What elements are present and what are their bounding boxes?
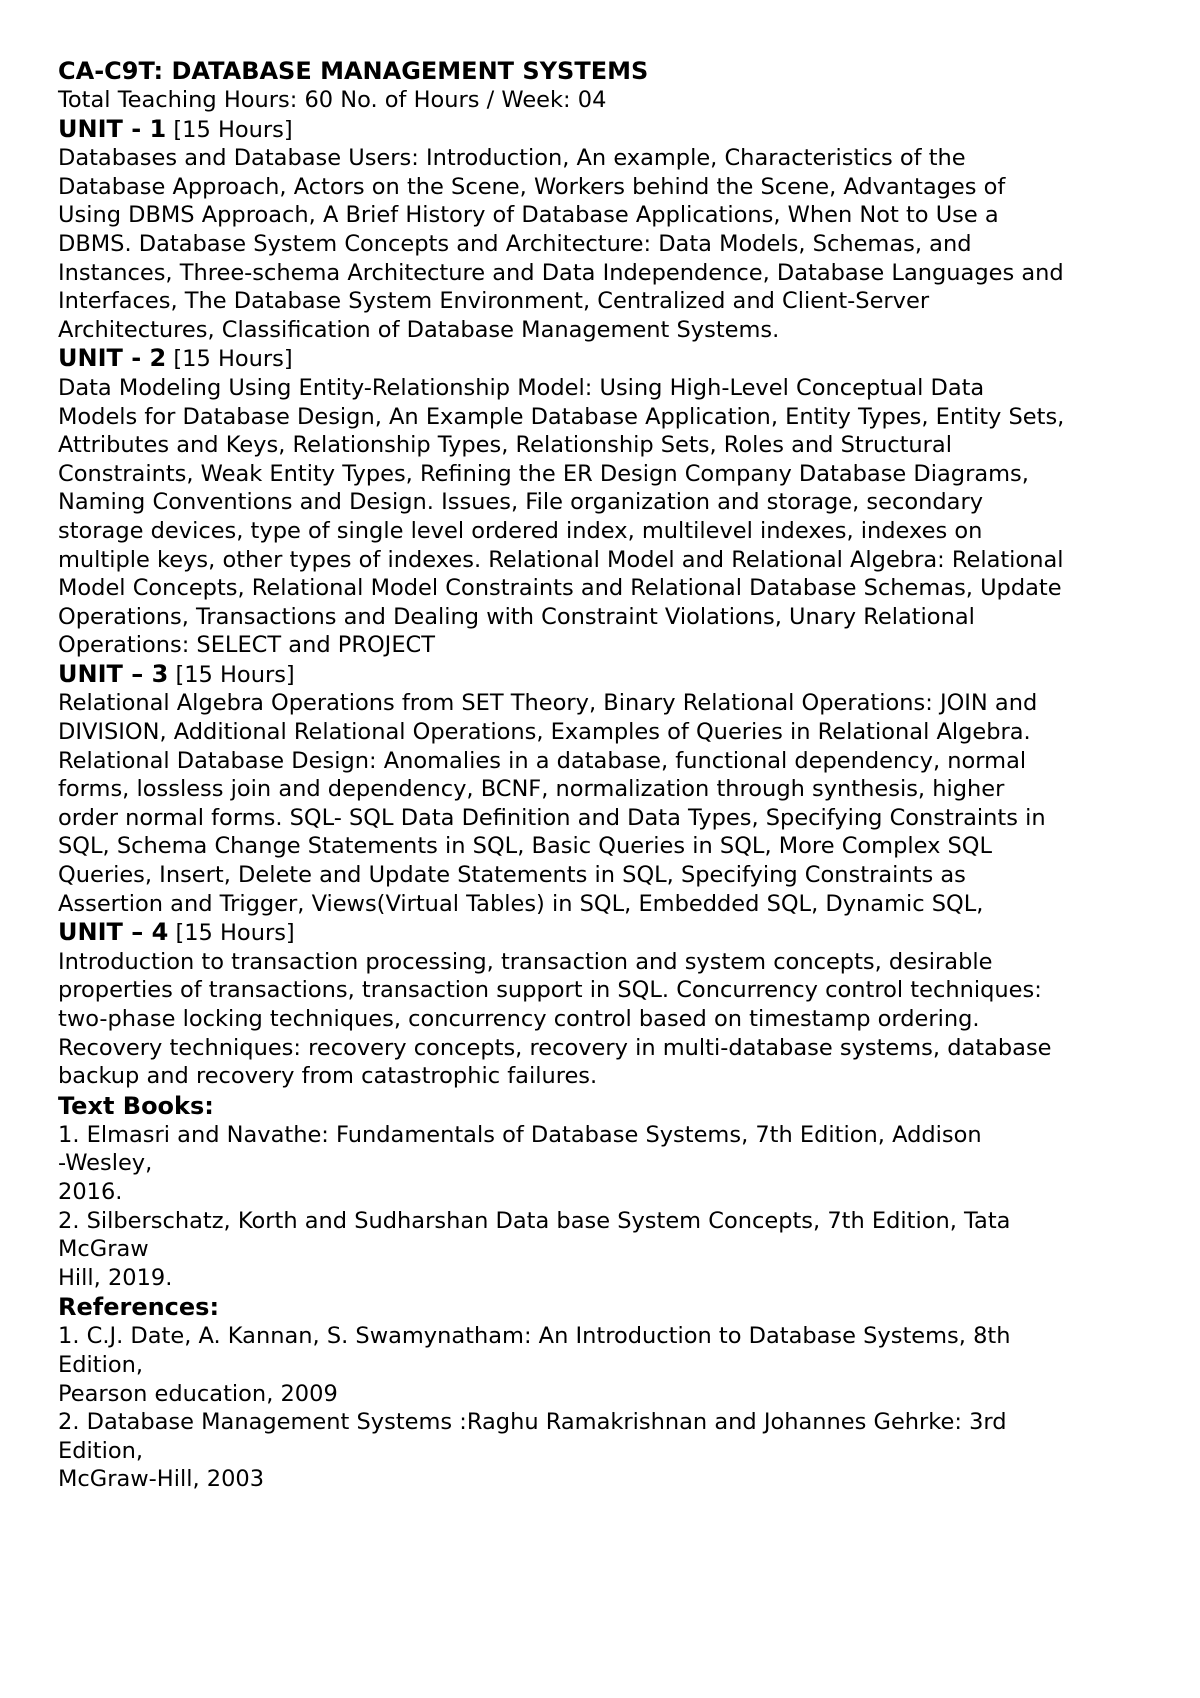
- unit-4-line: properties of transactions, transaction support in SQL. Concurrency control techniques:: [58, 977, 1042, 1004]
- unit-3-line: Relational Algebra Operations from SET Theory, Binary Relational Operations: JOIN and: [58, 690, 1038, 717]
- text-books-heading: Text Books:: [58, 1091, 214, 1120]
- teaching-hours: Total Teaching Hours: 60 No. of Hours / Week: 04: [58, 87, 607, 113]
- unit-3-line: DIVISION, Additional Relational Operations, Examples of Queries in Relational Algebra.: [58, 719, 1031, 746]
- unit-1-label: UNIT - 1: [58, 114, 167, 143]
- unit-2-line: Operations, Transactions and Dealing with Constraint Violations, Unary Relational: [58, 603, 975, 630]
- unit-4-section: [58, 918, 1168, 1091]
- unit-4-line: two-phase locking techniques, concurrency control based on timestamp ordering.: [58, 1006, 980, 1032]
- text-book-line: -Wesley,: [58, 1150, 153, 1177]
- unit-1-line: DBMS. Database System Concepts and Architecture: Data Models, Schemas, and: [58, 230, 972, 257]
- text-book-line: 2. Silberschatz, Korth and Sudharshan Data base System Concepts, 7th Edition, Tata: [58, 1207, 1011, 1234]
- unit-2-line: Data Modeling Using Entity-Relationship Model: Using High-Level Conceptual Data: [58, 374, 985, 401]
- unit-3-hours: [15 Hours]: [168, 661, 295, 688]
- unit-3-line: SQL, Schema Change Statements in SQL, Basic Queries in SQL, More Complex SQL: [58, 833, 993, 860]
- unit-2-heading: [58, 344, 1168, 374]
- unit-3-line: Assertion and Trigger, Views(Virtual Tables) in SQL, Embedded SQL, Dynamic SQL,: [58, 890, 984, 917]
- reference-line: Edition,: [58, 1437, 144, 1464]
- unit-3-line: forms, lossless join and dependency, BCNF, normalization through synthesis, higher: [58, 776, 1005, 803]
- unit-4-line: Introduction to transaction processing, transaction and system concepts, desirable: [58, 948, 993, 975]
- text-book-line: 2016.: [58, 1178, 123, 1205]
- text-books-section: [58, 1091, 1168, 1293]
- unit-2-line: Models for Database Design, An Example Database Application, Entity Types, Entity Sets,: [58, 403, 1065, 430]
- reference-line: Edition,: [58, 1351, 144, 1378]
- references-section: [58, 1292, 1168, 1494]
- unit-4-line: backup and recovery from catastrophic failures.: [58, 1063, 598, 1090]
- text-book-line: McGraw: [58, 1236, 149, 1263]
- unit-1-line: Instances, Three-schema Architecture and Data Independence, Database Languages and: [58, 259, 1064, 286]
- unit-1-line: Architectures, Classification of Database Management Systems.: [58, 316, 780, 343]
- unit-3-line: order normal forms. SQL- SQL Data Definition and Data Types, Specifying Constraints in: [58, 804, 1046, 831]
- unit-2-line: Operations: SELECT and PROJECT: [58, 632, 435, 659]
- unit-3-heading: [58, 660, 1168, 690]
- unit-2-section: [58, 344, 1168, 660]
- unit-1-hours: [15 Hours]: [166, 116, 293, 143]
- unit-1-line: Using DBMS Approach, A Brief History of Database Applications, When Not to Use a: [58, 202, 999, 229]
- text-book-line: Hill, 2019.: [58, 1264, 173, 1291]
- unit-2-line: Attributes and Keys, Relationship Types, Relationship Sets, Roles and Structural: [58, 432, 952, 459]
- unit-1-section: [58, 115, 1168, 345]
- reference-line: Pearson education, 2009: [58, 1380, 338, 1407]
- unit-4-heading: [58, 918, 1168, 948]
- unit-1-heading: [58, 115, 1168, 145]
- unit-1-line: Database Approach, Actors on the Scene, Workers behind the Scene, Advantages of: [58, 173, 1006, 200]
- unit-2-line: multiple keys, other types of indexes. Relational Model and Relational Algebra: Relational: [58, 546, 1064, 573]
- unit-3-label: UNIT – 3: [58, 659, 169, 688]
- document-page: [58, 56, 1168, 1494]
- unit-2-label: UNIT - 2: [58, 344, 167, 373]
- unit-2-hours: [15 Hours]: [166, 346, 293, 373]
- reference-line: McGraw-Hill, 2003: [58, 1466, 265, 1493]
- unit-4-line: Recovery techniques: recovery concepts, recovery in multi-database systems, database: [58, 1034, 1052, 1061]
- unit-1-line: Databases and Database Users: Introduction, An example, Characteristics of the: [58, 145, 966, 172]
- unit-4-label: UNIT – 4: [58, 918, 169, 947]
- page-title: CA-C9T: DATABASE MANAGEMENT SYSTEMS: [58, 57, 649, 85]
- unit-4-hours: [15 Hours]: [168, 920, 295, 947]
- unit-2-line: Model Concepts, Relational Model Constraints and Relational Database Schemas, Update: [58, 575, 1062, 602]
- unit-2-line: Constraints, Weak Entity Types, Refining the ER Design Company Database Diagrams,: [58, 460, 1029, 487]
- references-heading: References:: [58, 1293, 220, 1322]
- unit-2-line: Naming Conventions and Design. Issues, File organization and storage, secondary: [58, 489, 984, 516]
- unit-3-line: Queries, Insert, Delete and Update Statements in SQL, Specifying Constraints as: [58, 862, 966, 889]
- unit-1-line: Interfaces, The Database System Environment, Centralized and Client-Server: [58, 288, 930, 315]
- unit-3-section: [58, 660, 1168, 918]
- unit-2-line: storage devices, type of single level ordered index, multilevel indexes, indexes on: [58, 517, 983, 544]
- unit-3-line: Relational Database Design: Anomalies in a database, functional dependency, normal: [58, 747, 1027, 774]
- text-book-line: 1. Elmasri and Navathe: Fundamentals of Database Systems, 7th Edition, Addison: [58, 1121, 982, 1148]
- reference-line: 1. C.J. Date, A. Kannan, S. Swamynatham: An Introduction to Database Systems, 8th: [58, 1323, 1011, 1350]
- reference-line: 2. Database Management Systems :Raghu Ramakrishnan and Johannes Gehrke: 3rd: [58, 1409, 1007, 1436]
